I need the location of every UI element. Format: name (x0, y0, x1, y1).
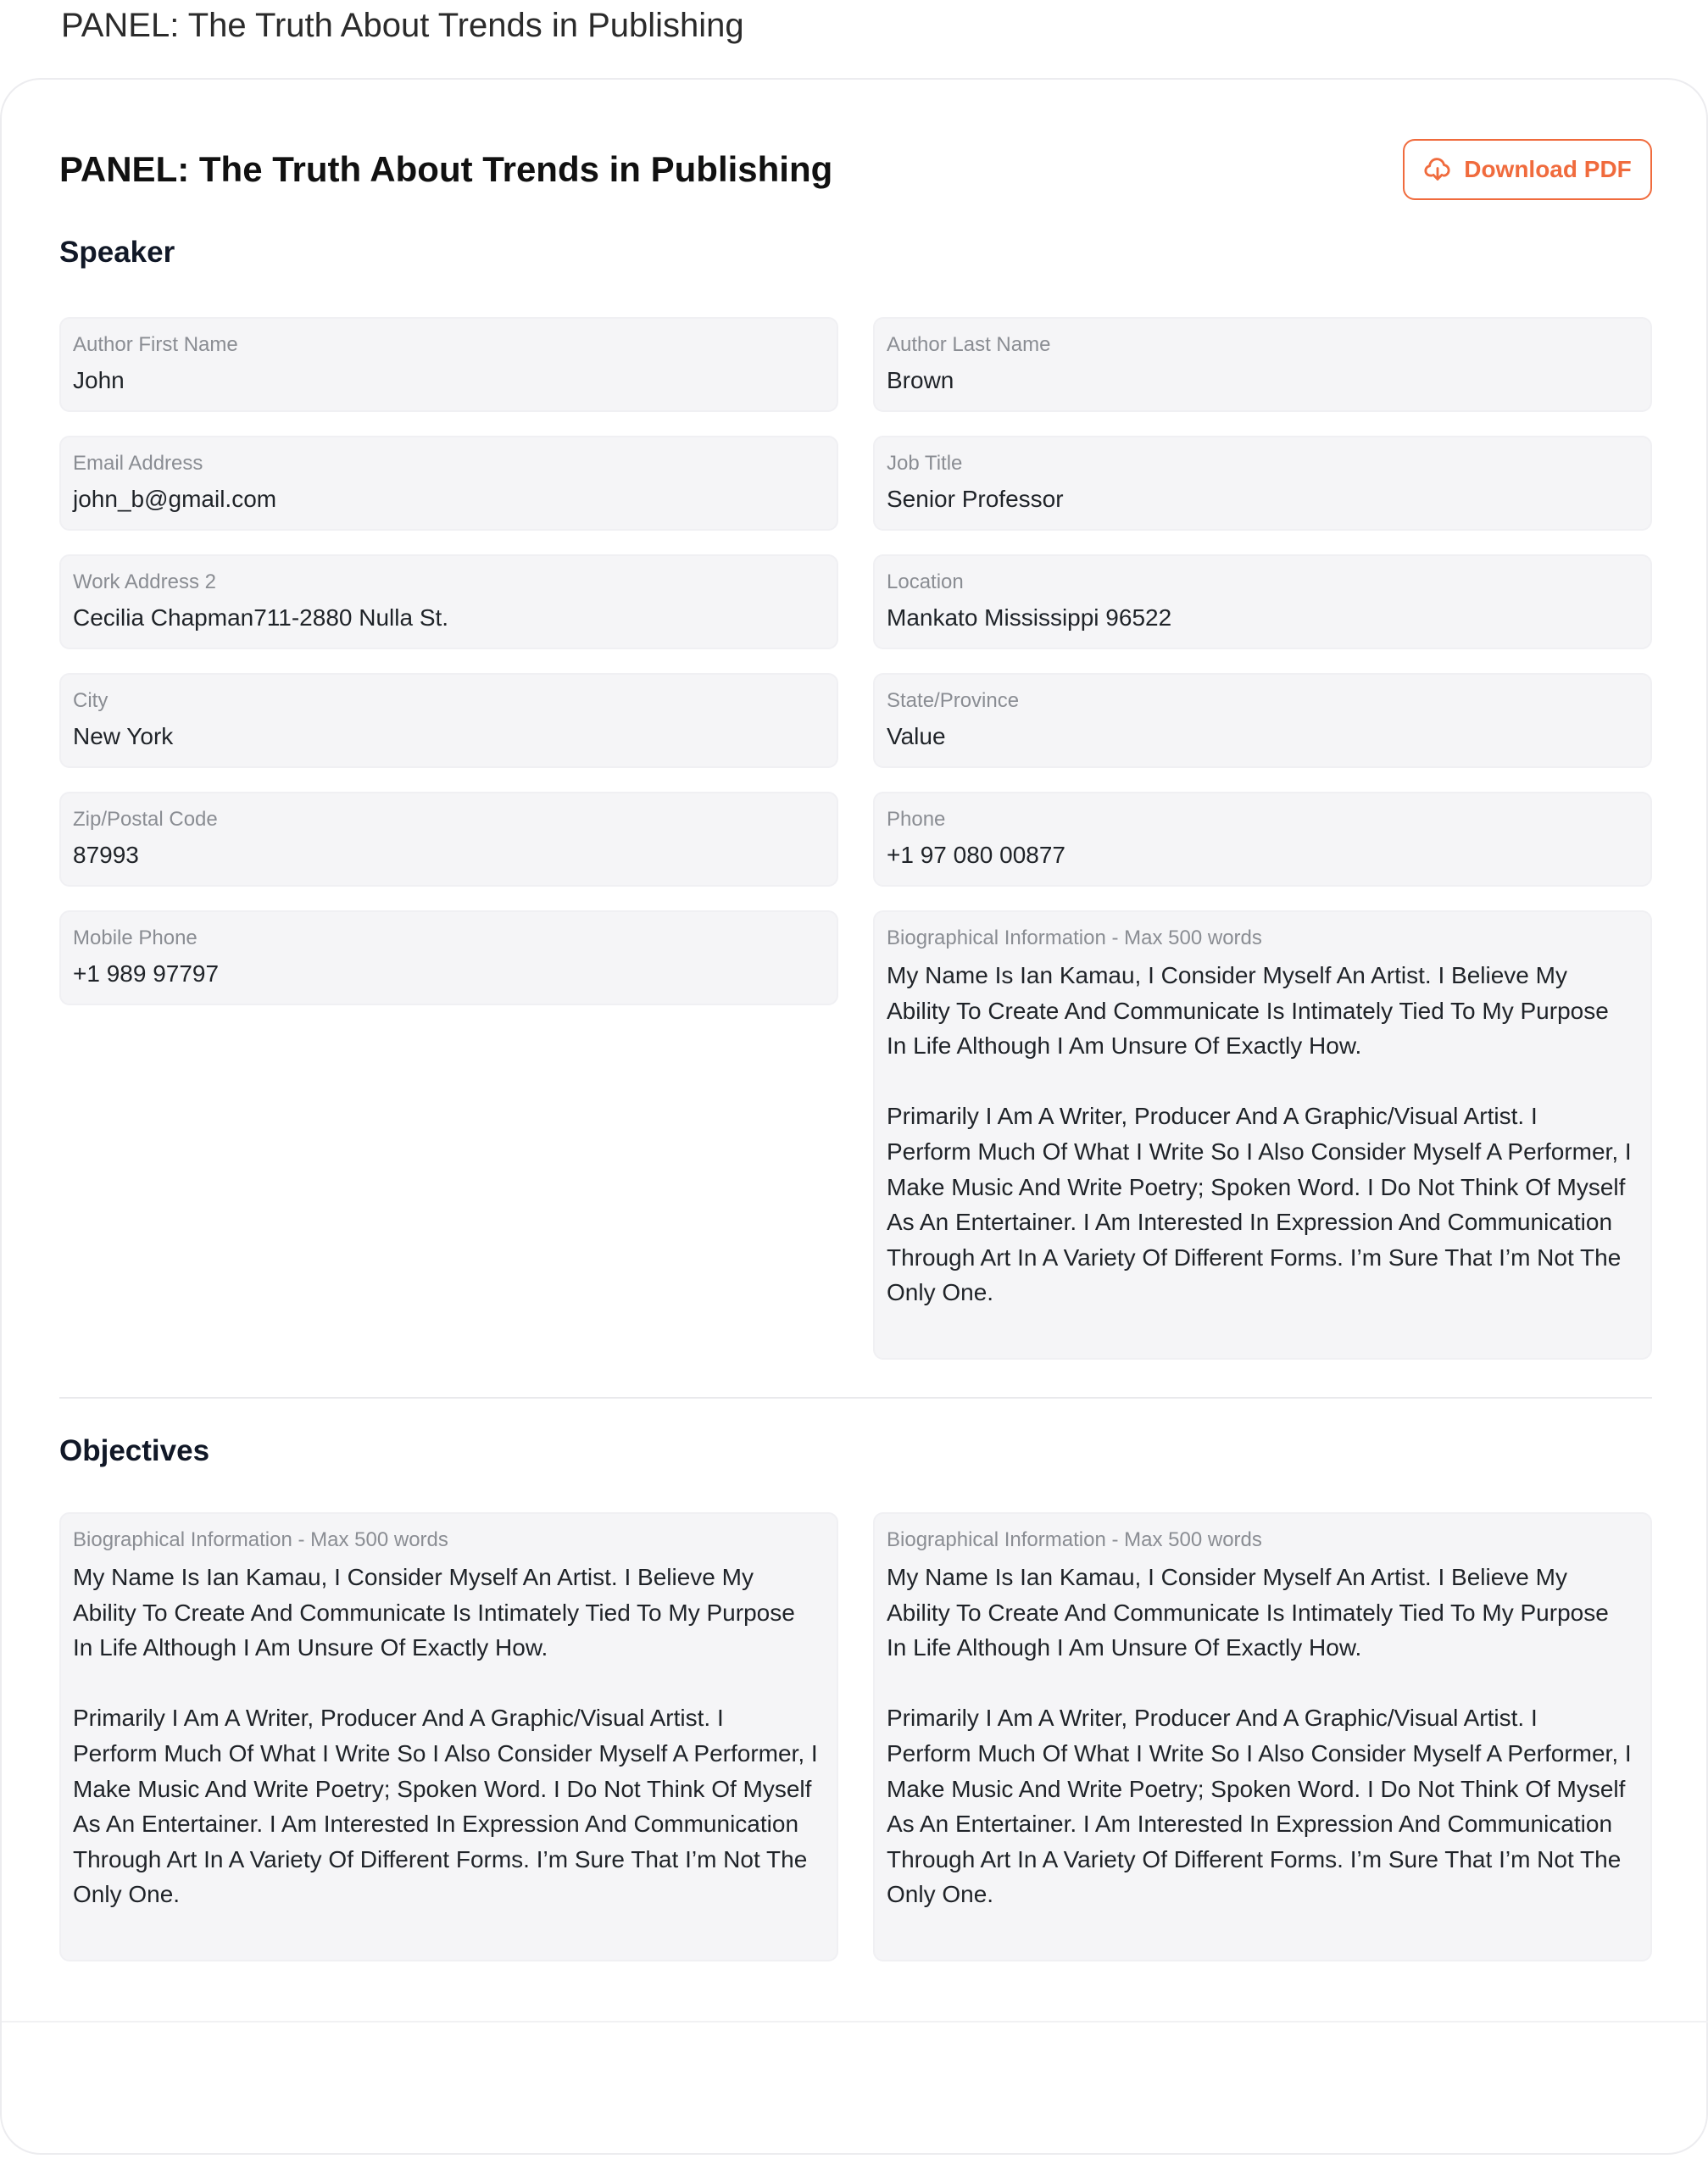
mobile-phone-field[interactable] (59, 910, 838, 1005)
field-value: Senior Professor (887, 486, 1064, 512)
field-value: 87993 (73, 842, 139, 868)
biographical-information-field[interactable] (873, 910, 1652, 1360)
state-province-field[interactable] (873, 673, 1652, 768)
field-value: Brown (887, 367, 954, 393)
field-label: Work Address 2 (73, 570, 216, 593)
author-last-name-field[interactable] (873, 317, 1652, 412)
field-value: +1 97 080 00877 (887, 842, 1065, 868)
field-label: Location (887, 570, 964, 593)
field-label: Biographical Information - Max 500 words (887, 1528, 1262, 1551)
field-label: Email Address (73, 452, 203, 475)
field-label: Biographical Information - Max 500 words (73, 1528, 448, 1551)
speaker-section-title: Speaker (59, 236, 175, 269)
author-first-name-field[interactable] (59, 317, 838, 412)
field-value: Mankato Mississippi 96522 (887, 604, 1172, 631)
objective-field-1[interactable] (59, 1512, 838, 1961)
field-text: My Name Is Ian Kamau, I Consider Myself An Artist. I Believe My Ability To Create And Communicate Is Intimately Tied To My Purpose In Life Although I Am Unsure Of Exactly How. Primarily I Am A Writer, Producer And A Graphic/Visual Artist. I Perform Much Of What I Write So I Also Consider Myself A Performer, I Make Music And Write Poetry; Spoken Word. I Do Not Think Of Myself As An Entertainer. I Am Interested In Expression And Communication Through Art In A Variety Of Different Forms. I’m Sure That I’m Not The Only One. (887, 962, 1632, 1306)
cloud-download-icon (1423, 155, 1452, 184)
field-label: Phone (887, 808, 946, 831)
window-title: PANEL: The Truth About Trends in Publishing (61, 7, 744, 44)
city-field[interactable] (59, 673, 838, 768)
field-label: City (73, 689, 108, 712)
field-text: My Name Is Ian Kamau, I Consider Myself An Artist. I Believe My Ability To Create And Communicate Is Intimately Tied To My Purpose In Life Although I Am Unsure Of Exactly How. Primarily I Am A Writer, Producer And A Graphic/Visual Artist. I Perform Much Of What I Write So I Also Consider Myself A Performer, I Make Music And Write Poetry; Spoken Word. I Do Not Think Of Myself As An Entertainer. I Am Interested In Expression And Communication Through Art In A Variety Of Different Forms. I’m Sure That I’m Not The Only One. (73, 1564, 818, 1908)
download-pdf-button[interactable] (1403, 139, 1652, 200)
field-label: Author Last Name (887, 333, 1051, 356)
page-title: PANEL: The Truth About Trends in Publishing (59, 149, 833, 189)
field-text: My Name Is Ian Kamau, I Consider Myself An Artist. I Believe My Ability To Create And Communicate Is Intimately Tied To My Purpose In Life Although I Am Unsure Of Exactly How. Primarily I Am A Writer, Producer And A Graphic/Visual Artist. I Perform Much Of What I Write So I Also Consider Myself A Performer, I Make Music And Write Poetry; Spoken Word. I Do Not Think Of Myself As An Entertainer. I Am Interested In Expression And Communication Through Art In A Variety Of Different Forms. I’m Sure That I’m Not The Only One. (887, 1564, 1632, 1908)
phone-field[interactable] (873, 792, 1652, 887)
field-value: New York (73, 723, 174, 749)
field-value: Value (887, 723, 946, 749)
field-label: Author First Name (73, 333, 238, 356)
session-card (0, 78, 1708, 2155)
field-value: John (73, 367, 125, 393)
field-label: Mobile Phone (73, 926, 198, 949)
footer-divider (2, 2021, 1708, 2023)
download-pdf-label: Download PDF (1464, 156, 1632, 182)
field-label: Biographical Information - Max 500 words (887, 926, 1262, 949)
section-divider (59, 1397, 1652, 1399)
field-value: +1 989 97797 (73, 960, 220, 987)
objectives-section-title: Objectives (59, 1434, 210, 1467)
job-title-field[interactable] (873, 436, 1652, 531)
zip-postal-code-field[interactable] (59, 792, 838, 887)
field-value: john_b@gmail.com (73, 486, 277, 512)
work-address-2-field[interactable] (59, 554, 838, 649)
email-address-field[interactable] (59, 436, 838, 531)
location-field[interactable] (873, 554, 1652, 649)
field-value: Cecilia Chapman711-2880 Nulla St. (73, 604, 449, 631)
objective-field-2[interactable] (873, 1512, 1652, 1961)
field-label: Zip/Postal Code (73, 808, 218, 831)
field-label: Job Title (887, 452, 963, 475)
field-label: State/Province (887, 689, 1020, 712)
